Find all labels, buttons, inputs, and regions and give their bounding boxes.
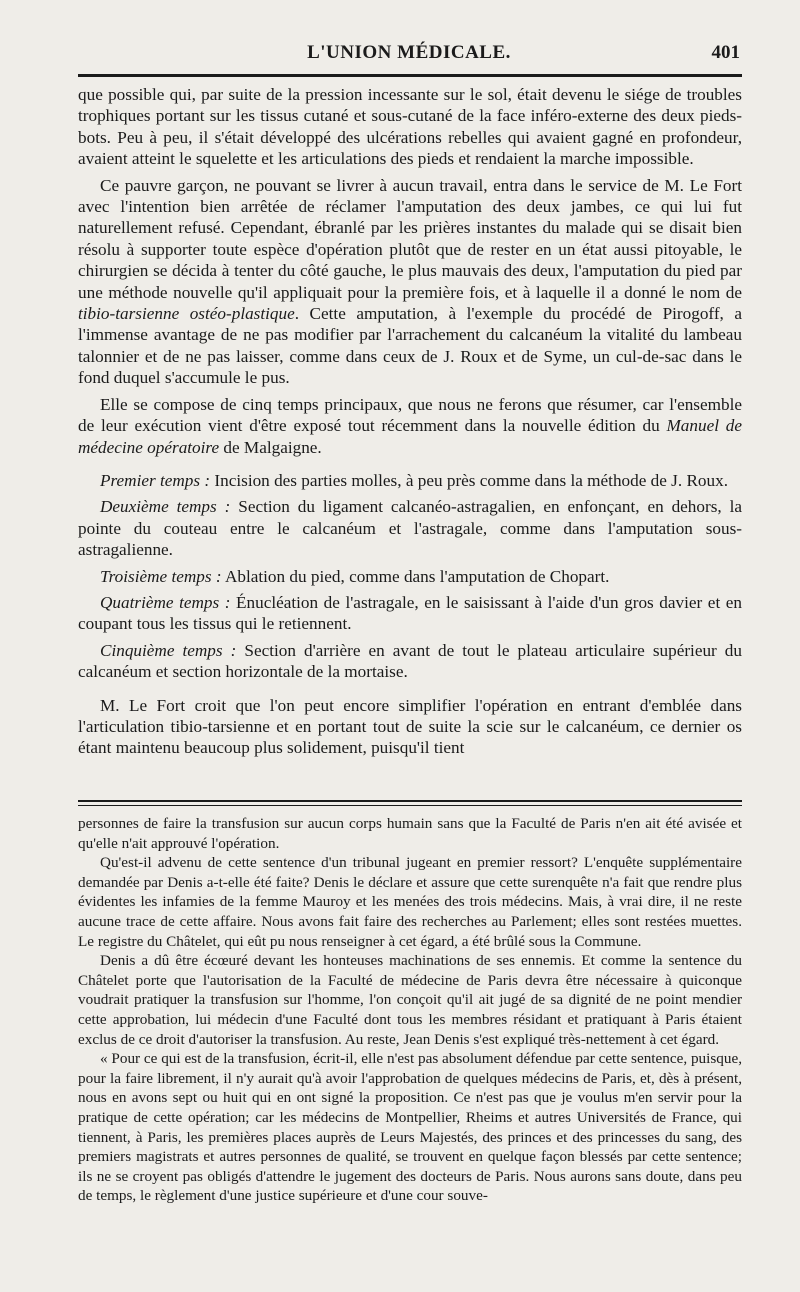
footnote-paragraph: Qu'est-il advenu de cette sentence d'un tribunal jugeant en premier ressort? L'enquête supplémentaire demandée par Denis a-t-elle été faite? Denis le déclare et assure que cette surenquête n'a fait que rendre plus évidentes les infamies de la femme Mauroy et les menées des trois médecins. Mais, à vrai dire, il ne reste aucune trace de cette affaire. Nous avons fait faire des recherches au Parlement; elles sont restées muettes. Le registre du Châtelet, qui eût pu nous renseigner à cet égard, a été brûlé sous la Commune.: [78, 854, 742, 950]
step-label: Premier temps :: [100, 470, 211, 490]
step-label: Cinquième temps :: [100, 640, 237, 660]
header-rule: [78, 74, 742, 77]
italic-phrase: Manuel de médecine opératoire: [78, 416, 742, 457]
step-paragraph: [78, 640, 742, 683]
footnote-separator: [78, 800, 742, 806]
footnote-paragraph: personnes de faire la transfusion sur aucun corps humain sans que la Faculté de Paris n'en ait été avisée et qu'elle n'ait approuvé l'opération.: [78, 815, 742, 852]
paragraph: Ce pauvre garçon, ne pouvant se livrer à aucun travail, entra dans le service de M. Le Fort avec l'intention bien arrêtée de réclamer l'amputation des deux jambes, ce qui lui fut naturellement refusé. Cependant, ébranlé par les prières instantes du malade qui se disait bien résolu à supporter toute espèce d'opération plutôt que de rester en un état aussi pitoyable, le chirurgien se décida à tenter du côté gauche, le plus mauvais des deux, l'amputation du pied par une méthode nouvelle qu'il appliquait pour la première fois, et à laquelle il a donné le nom de tibio-tarsienne ostéo-plastique. Cette amputation, à l'exemple du procédé de Pirogoff, a l'immense avantage de ne pas modifier par l'arrachement du calcanéum la vitalité du lambeau talonnier et de ne pas laisser, comme dans ceux de J. Roux et de Syme, un cul-de-sac dans le fond duquel s'accumule le pus.: [78, 175, 742, 388]
page-header: [78, 38, 740, 74]
closing-paragraph: M. Le Fort croit que l'on peut encore simplifier l'opération en entrant d'emblée dans l'articulation tibio-tarsienne et en portant tout de suite la scie sur le calcanéum, ce dernier os étant maintenu beaucoup plus solidement, puisqu'il tient: [78, 695, 742, 758]
step-paragraph: [78, 470, 742, 491]
step-paragraph: [78, 496, 742, 560]
footnote-paragraph: « Pour ce qui est de la transfusion, écrit-il, elle n'est pas absolument défendue par cette sentence, puisque, pour la faire librement, il n'y aurait qu'à avoir l'approbation de quelques médecins de Paris, et, dès à présent, nous en avons sept ou huit qui en ont signé la proposition. Ce n'est pas que je voulus m'en servir pour la pratique de cette opération; car les médecins de Montpellier, Rheims et autres Universités de France, qui tiennent, à Paris, les premières places auprès de Leurs Majestés, des princes et des princesses du sang, des premiers magistrats et autres personnes de qualité, se trouvent en quelque façon blessés par cette sentence; ils ne se croyent pas obligés d'attendre le jugement des docteurs de Paris. Nous aurons sans doute, dans peu de temps, le règlement d'une justice supérieure et d'une cour souve-: [78, 1050, 742, 1205]
step-text: Section du ligament calcanéo-astragalien, en enfonçant, en dehors, la pointe du couteau entre le calcanéum et l'astragale, comme dans l'amputation sous-astragalienne.: [78, 497, 743, 560]
footnote: [78, 814, 742, 1206]
step-paragraph: [78, 592, 742, 635]
footnote-paragraph: Denis a dû être écœuré devant les honteuses machinations de ses ennemis. Et comme la sentence du Châtelet porte que l'autorisation de la Faculté de médecine de Paris devra être nécessaire à quiconque voudrait pratiquer la transfusion sur l'homme, l'on conçoit qu'il ait jugé de sa dignité de ne point mendier cette approbation, lui médecin d'une Faculté dont tous les membres résidant et pratiquant à Paris étaient exclus de ce droit d'autoriser la transfusion. Au reste, Jean Denis s'est expliqué très-nettement à cet égard.: [78, 952, 742, 1048]
paragraph: que possible qui, par suite de la pression incessante sur le sol, était devenu le siége de troubles trophiques portant sur les tissus cutané et sous-cutané de la face inféro-externe des deux pieds-bots. Peu à peu, il s'était développé des ulcérations rebelles qui avaient gagné en profondeur, avaient atteint le squelette et les articulations des pieds et rendaient la marche impossible.: [78, 85, 742, 169]
step-text: Incision des parties molles, à peu près comme dans la méthode de J. Roux.: [214, 470, 729, 490]
step-text: Ablation du pied, comme dans l'amputation de Chopart.: [224, 566, 610, 586]
page-number: 401: [711, 42, 740, 63]
italic-phrase: tibio-tarsienne ostéo-plastique: [78, 304, 295, 324]
paragraph: Elle se compose de cinq temps principaux, que nous ne ferons que résumer, car l'ensemble de leur exécution vient d'être exposé tout récemment dans la nouvelle édition du Manuel de médecine opératoire de Malgaigne.: [78, 394, 742, 457]
step-text: Section d'arrière en avant de tout le plateau articulaire supérieur du calcanéum et section horizontale de la mortaise.: [78, 640, 742, 682]
step-label: Troisième temps :: [100, 566, 222, 586]
step-text: Énucléation de l'astragale, en le saisissant à l'aide d'un gros davier et en coupant tous les tissus qui le retiennent.: [78, 592, 742, 634]
step-label: Deuxième temps :: [100, 497, 231, 517]
step-paragraph: [78, 566, 742, 587]
main-text: [78, 84, 742, 764]
step-label: Quatrième temps :: [100, 592, 231, 612]
journal-title: L'UNION MÉDICALE.: [307, 42, 511, 63]
